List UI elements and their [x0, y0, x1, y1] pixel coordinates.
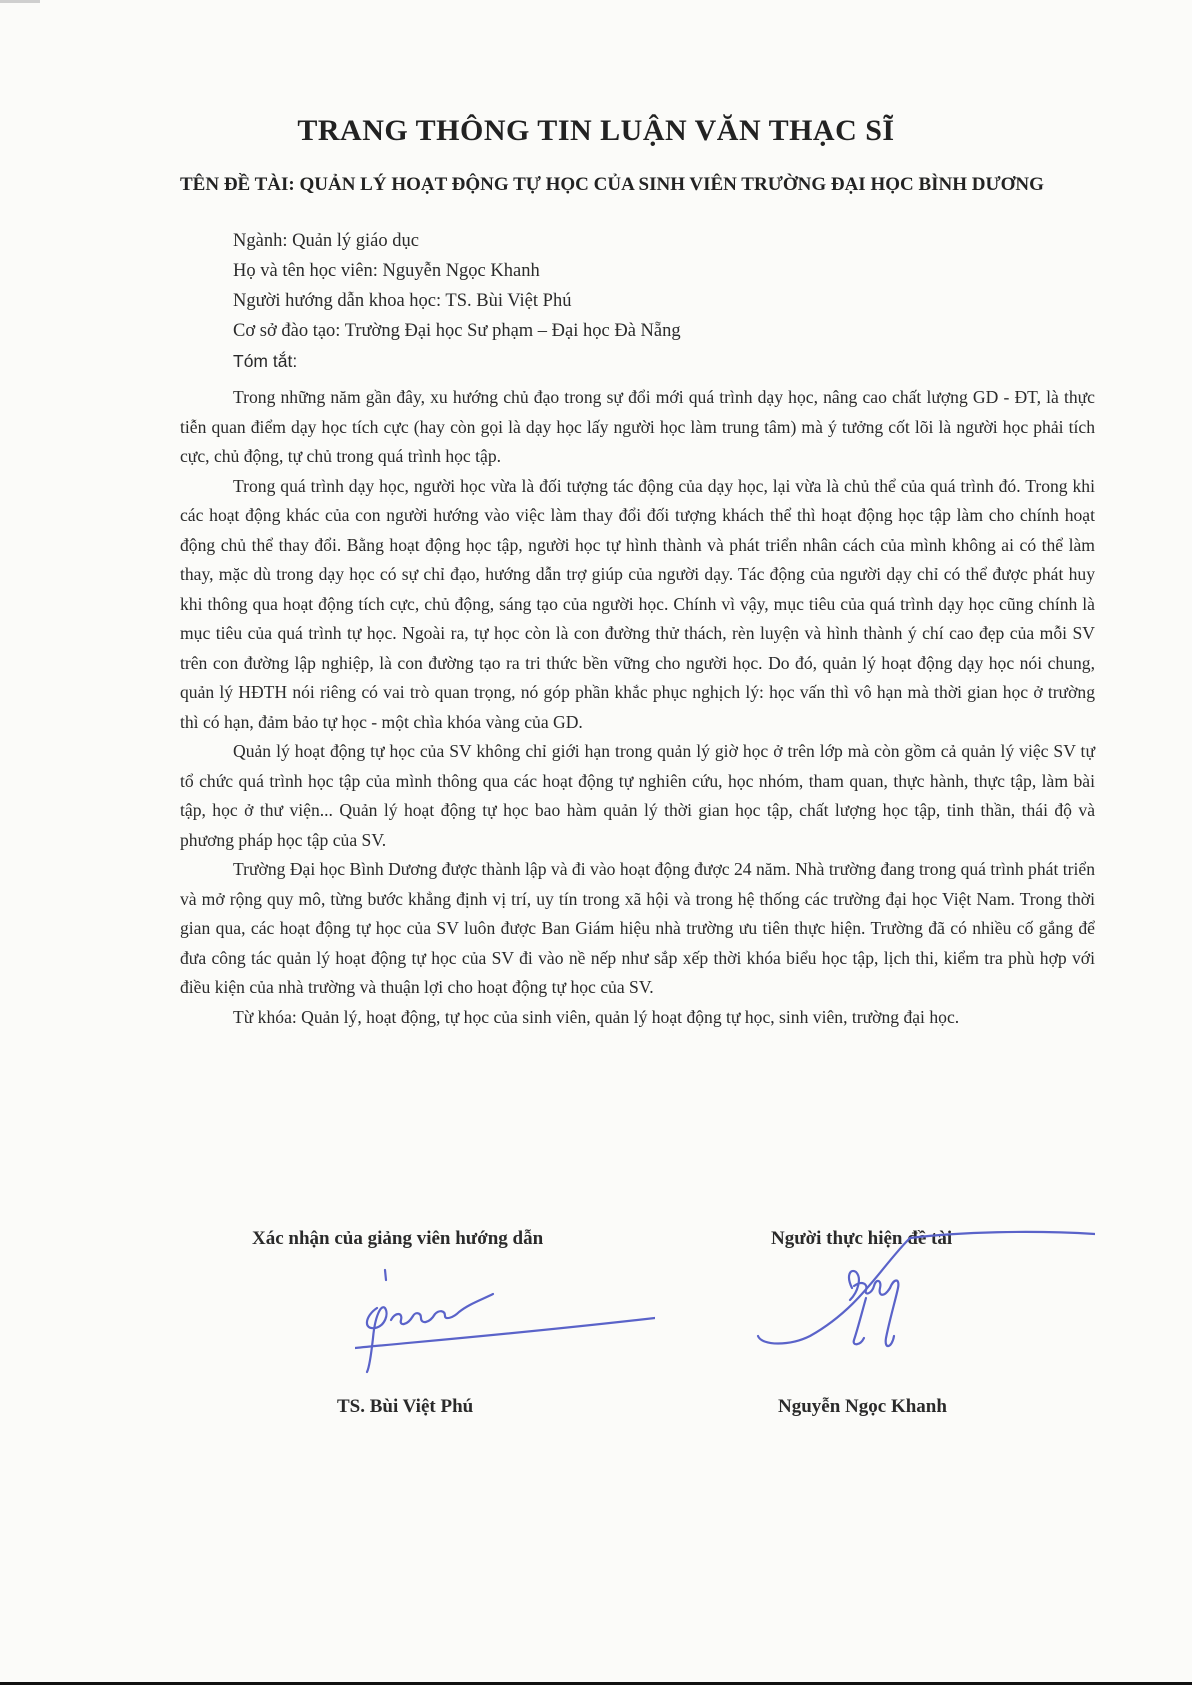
advisor-line: Người hướng dẫn khoa học: TS. Bùi Việt Phú	[233, 291, 572, 311]
institution-line: Cơ sở đào tạo: Trường Đại học Sư phạm – Đại học Đà Nẵng	[233, 321, 681, 341]
summary-paragraph-2: Trong quá trình dạy học, người học vừa là đối tượng tác động của dạy học, lại vừa là chủ thể của quá trình đó. Trong khi các hoạt động khác của con người hướng vào việc làm thay đổi đối tượng khách thể thì hoạt động học tập làm cho chính hoạt động chủ thể thay đổi. Bằng hoạt động học tập, người học tự hình thành và phát triển nhân cách của mình không ai có thể làm thay, mặc dù trong dạy học có sự chỉ đạo, hướng dẫn trợ giúp của người dạy. Tác động của người dạy chỉ có thể được phát huy khi thông qua hoạt động tích cực, chủ động, sáng tạo của người học. Chính vì vậy, mục tiêu của quá trình dạy học cũng chính là mục tiêu của quá trình tự học. Ngoài ra, tự học còn là con đường thử thách, rèn luyện và hình thành ý chí cao đẹp của mỗi SV trên con đường lập nghiệp, là con đường tạo ra tri thức bền vững cho người học. Do đó, quản lý hoạt động dạy học nói chung, quản lý HĐTH nói riêng có vai trò quan trọng, nó góp phần khắc phục nghịch lý: học vấn thì vô hạn mà thời gian học ở trường thì có hạn, đảm bảo tự học - một chìa khóa vàng của GD.	[180, 475, 1095, 732]
thesis-topic: TÊN ĐỀ TÀI: QUẢN LÝ HOẠT ĐỘNG TỰ HỌC CỦA SINH VIÊN TRƯỜNG ĐẠI HỌC BÌNH DƯƠNG	[180, 174, 1044, 195]
summary-label: Tóm tắt:	[233, 351, 298, 371]
student-signature	[750, 1228, 1095, 1378]
student-name: Nguyễn Ngọc Khanh	[778, 1396, 947, 1417]
summary-paragraph-1: Trong những năm gần đây, xu hướng chủ đạo trong sự đổi mới quá trình dạy học, nâng cao chất lượng GD - ĐT, là thực tiễn quan điểm dạy học tích cực (hay còn gọi là dạy học lấy người học làm trung tâm) mà ý tưởng cốt lõi là người học phải tích cực, chủ động, tự chủ trong quá trình học tập.	[180, 387, 1095, 466]
student-signature-label: Người thực hiện đề tài	[771, 1228, 953, 1249]
summary-body	[180, 383, 1095, 1032]
keywords-paragraph: Từ khóa: Quản lý, hoạt động, tự học của sinh viên, quản lý hoạt động tự học, sinh viên, trường đại học.	[233, 1006, 960, 1027]
page-title: TRANG THÔNG TIN LUẬN VĂN THẠC SĨ	[297, 114, 895, 147]
summary-paragraph-4: Trường Đại học Bình Dương được thành lập và đi vào hoạt động được 24 năm. Nhà trường đang trong quá trình phát triển và mở rộng quy mô, từng bước khẳng định vị trí, uy tín trong xã hội và trong hệ thống các trường đại học Việt Nam. Trong thời gian qua, các hoạt động tự học của SV luôn được Ban Giám hiệu nhà trường ưu tiên thực hiện. Trường đã có nhiều cố gắng để đưa công tác quản lý hoạt động tự học của SV đi vào nề nếp như sắp xếp thời khóa biểu học tập, lịch thi, kiểm tra phù hợp với điều kiện của nhà trường và thuận lợi cho hoạt động tự học của SV.	[180, 859, 1095, 997]
thesis-info-block	[233, 226, 681, 376]
scan-corner-mark	[0, 0, 40, 3]
advisor-name: TS. Bùi Việt Phú	[337, 1396, 474, 1417]
summary-paragraph-3: Quản lý hoạt động tự học của SV không chỉ giới hạn trong quản lý giờ học ở trên lớp mà còn gồm cả quản lý việc SV tự tổ chức quá trình học tập của mình thông qua các hoạt động tự nghiên cứu, học nhóm, tham quan, thực hành, thực tập, làm bài tập, học ở thư viện... Quản lý hoạt động tự học bao hàm quản lý thời gian học tập, chất lượng học tập, tinh thần, thái độ và phương pháp học tập của SV.	[180, 741, 1095, 850]
major-line: Ngành: Quản lý giáo dục	[233, 231, 419, 251]
advisor-signature	[355, 1268, 655, 1378]
student-line: Họ và tên học viên: Nguyễn Ngọc Khanh	[233, 261, 540, 281]
advisor-signature-label: Xác nhận của giảng viên hướng dẫn	[252, 1228, 544, 1249]
